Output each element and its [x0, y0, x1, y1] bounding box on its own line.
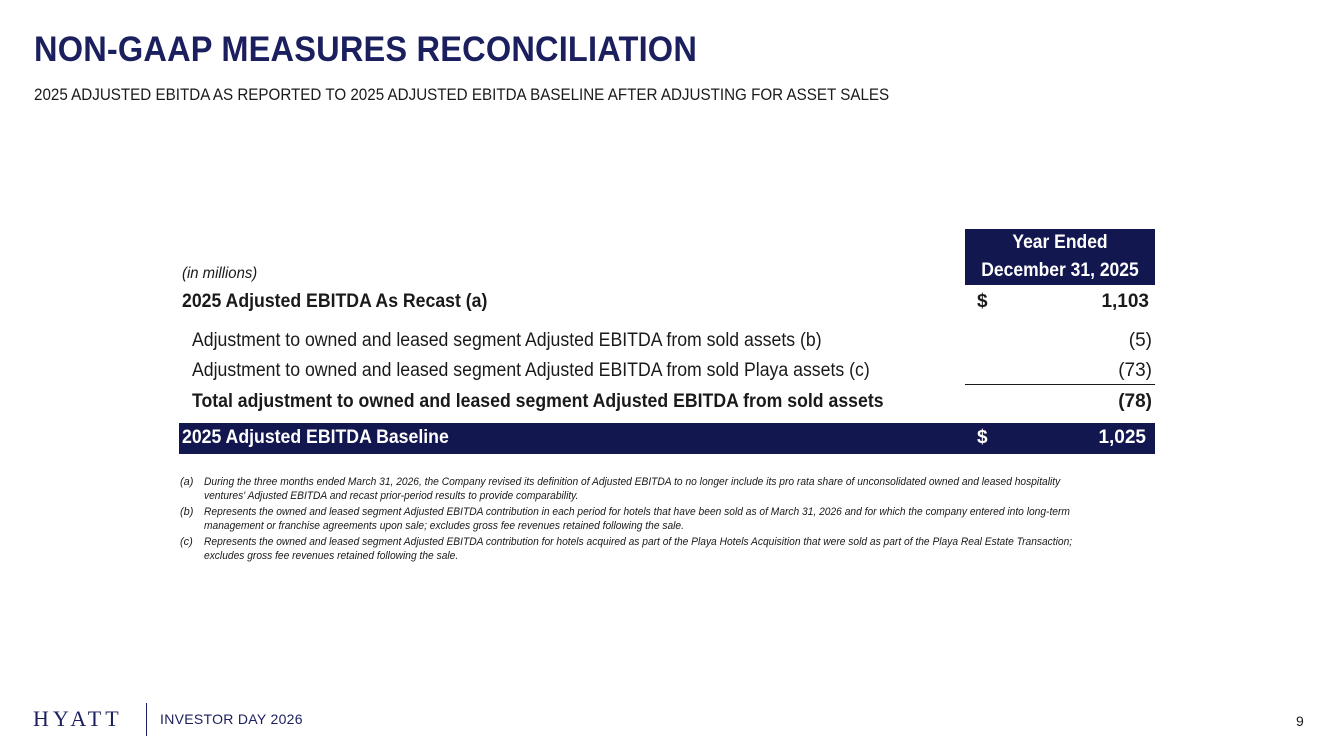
row-label: Adjustment to owned and leased segment Adjusted EBITDA from sold assets (b) [192, 330, 822, 351]
units-label: (in millions) [182, 265, 258, 282]
page-number: 9 [1296, 713, 1304, 729]
footer-event-label: INVESTOR DAY 2026 [160, 711, 303, 727]
row-value: (73) [1118, 360, 1152, 381]
row-label: Total adjustment to owned and leased segment Adjusted EBITDA from sold assets [192, 391, 884, 412]
column-header [965, 229, 1155, 285]
row-label: 2025 Adjusted EBITDA Baseline [182, 427, 449, 448]
page-title: NON-GAAP MEASURES RECONCILIATION [34, 30, 698, 69]
row-currency: $ [977, 291, 988, 312]
footer-divider [146, 703, 147, 736]
hyatt-logo: HYATT [33, 706, 123, 731]
footnote-a [180, 476, 1170, 503]
footnote-text: During the three months ended March 31, 2026, the Company revised its definition of Adjusted EBITDA to no longer include its pro rata share of unconsolidated owned and leased hospitality ventures' Adjusted EBITDA and recast prior-period results to provide comparability. [204, 476, 1061, 502]
footnotes [180, 476, 1170, 566]
table-row-sold-assets [182, 326, 1155, 356]
table-row-playa-assets [182, 356, 1155, 386]
subtotal-rule [965, 384, 1155, 385]
footnote-tag: (a) [180, 476, 194, 488]
table-row-recast [182, 287, 1155, 317]
footnote-b [180, 506, 1170, 533]
row-value: (78) [1118, 391, 1152, 412]
footnote-c [180, 536, 1170, 563]
row-value: 1,025 [1098, 427, 1146, 448]
column-header-line-2: December 31, 2025 [981, 260, 1139, 281]
footnote-text: Represents the owned and leased segment Adjusted EBITDA contribution for hotels acquired as part of the Playa Hotels Acquisition that were sold as part of the Playa Real Estate Transaction; excludes gross fee revenues retained following the sale. [204, 536, 1073, 562]
footnote-tag: (b) [180, 506, 194, 518]
footnote-text: Represents the owned and leased segment Adjusted EBITDA contribution in each period for hotels that have been sold as of March 31, 2026 and for which the company entered into long-term management or franchise agreements upon sale; excludes gross fee revenues retained following the sale. [204, 506, 1070, 532]
row-label: 2025 Adjusted EBITDA As Recast (a) [182, 291, 488, 312]
footnote-tag: (c) [180, 536, 193, 548]
table-row-total-adjustment [182, 387, 1155, 417]
row-currency: $ [977, 427, 988, 448]
page-subtitle: 2025 ADJUSTED EBITDA AS REPORTED TO 2025 ADJUSTED EBITDA BASELINE AFTER ADJUSTING FOR ASSET SALES [34, 86, 890, 104]
column-header-line-1: Year Ended [1012, 232, 1108, 253]
row-value: (5) [1128, 330, 1152, 351]
row-label: Adjustment to owned and leased segment Adjusted EBITDA from sold Playa assets (c) [192, 360, 870, 381]
row-value: 1,103 [1101, 291, 1149, 312]
table-row-baseline [179, 423, 1155, 454]
